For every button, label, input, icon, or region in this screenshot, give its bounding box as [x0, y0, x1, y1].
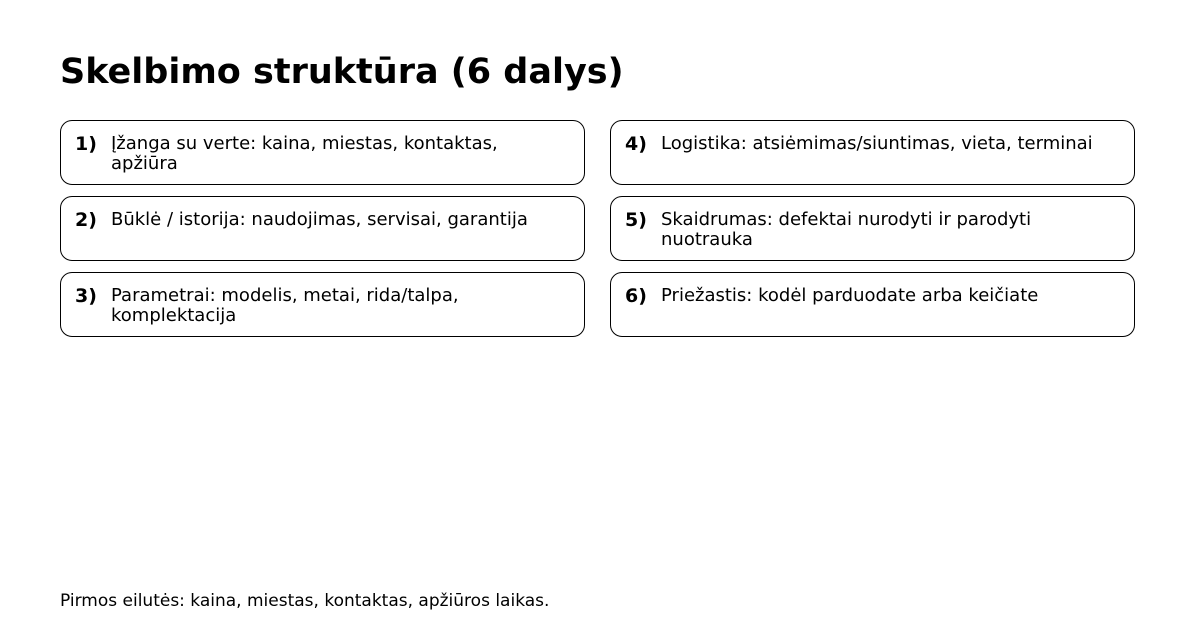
structure-item-4 — [610, 120, 1135, 185]
footer-note: Pirmos eilutės: kaina, miestas, kontaktas, apžiūros laikas. — [60, 591, 550, 611]
item-text: Logistika: atsiėmimas/siuntimas, vieta, terminai — [661, 133, 1093, 154]
structure-item-1 — [60, 120, 585, 185]
item-text: Būklė / istorija: naudojimas, servisai, garantija — [111, 209, 528, 230]
item-text: Įžanga su verte: kaina, miestas, kontaktas, apžiūra — [111, 133, 498, 174]
item-number: 5) — [625, 209, 647, 231]
structure-item-6 — [610, 272, 1135, 337]
structure-item-3 — [60, 272, 585, 337]
page-title: Skelbimo struktūra (6 dalys) — [60, 52, 624, 92]
structure-item-2 — [60, 196, 585, 261]
item-number: 1) — [75, 133, 97, 155]
item-text: Skaidrumas: defektai nurodyti ir parodyti nuotrauka — [661, 209, 1032, 250]
item-number: 3) — [75, 285, 97, 307]
item-number: 2) — [75, 209, 97, 231]
item-text: Parametrai: modelis, metai, rida/talpa, komplektacija — [111, 285, 459, 326]
item-text: Priežastis: kodėl parduodate arba keičiate — [661, 285, 1039, 306]
item-number: 6) — [625, 285, 647, 307]
item-number: 4) — [625, 133, 647, 155]
structure-item-5 — [610, 196, 1135, 261]
